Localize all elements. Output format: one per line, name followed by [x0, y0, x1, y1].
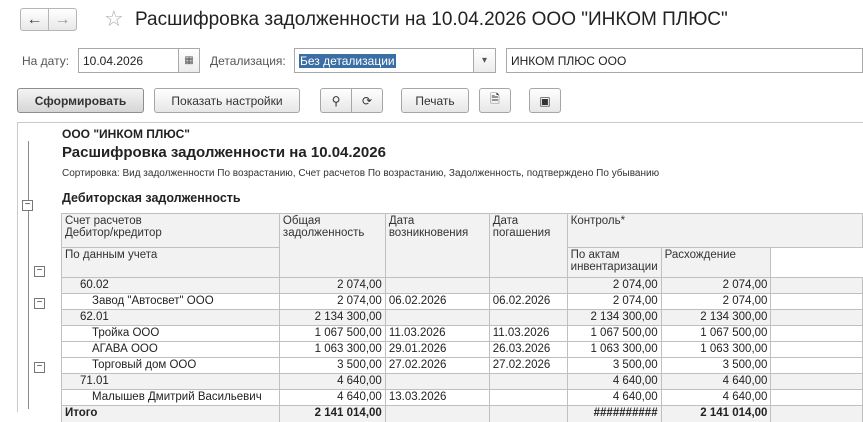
collapse-group-icon[interactable]: −	[34, 298, 45, 309]
total-row[interactable]	[62, 406, 863, 422]
save-button[interactable]	[529, 88, 561, 113]
cell-total-acts: 2 141 014,00	[661, 406, 771, 422]
cell-by-acts[interactable]: 2 134 300,00	[661, 310, 771, 326]
date-input[interactable]: 10.04.2026	[78, 48, 179, 73]
header-by-acts: По актам инвентаризации	[567, 248, 661, 278]
cell-by-accounting[interactable]: 1 067 500,00	[567, 326, 661, 342]
cell-total-debt[interactable]: 1 067 500,00	[279, 326, 385, 342]
cell-by-accounting[interactable]: 2 074,00	[567, 278, 661, 294]
header-row	[62, 214, 863, 248]
cell-name[interactable]: АГАВА ООО	[62, 342, 280, 358]
cell-total-debt[interactable]: 1 063 300,00	[279, 342, 385, 358]
cell-date-arise[interactable]: 27.02.2026	[385, 358, 489, 374]
cell-total-debt: 2 141 014,00	[279, 406, 385, 422]
calendar-button[interactable]	[178, 48, 200, 73]
cell-discrepancy[interactable]	[771, 278, 863, 294]
cell-total-debt[interactable]: 2 074,00	[279, 294, 385, 310]
cell-by-accounting[interactable]: 1 063 300,00	[567, 342, 661, 358]
debt-table	[61, 213, 863, 422]
table-row[interactable]	[62, 358, 863, 374]
back-button[interactable]	[20, 8, 49, 31]
cell-name[interactable]: 62.01	[62, 310, 280, 326]
report-area	[17, 122, 863, 419]
cell-discrepancy[interactable]	[771, 310, 863, 326]
cell-discrepancy[interactable]	[771, 326, 863, 342]
detail-select-value: Без детализации	[300, 54, 395, 68]
generate-button[interactable]: Сформировать	[17, 88, 144, 113]
save-icon: ▣	[539, 93, 551, 108]
cell-name[interactable]: Малышев Дмитрий Васильевич	[62, 390, 280, 406]
calendar-icon: ▦	[184, 55, 194, 66]
header-total-debt: Общая задолженность	[279, 214, 385, 278]
tree-line	[28, 141, 29, 409]
cell-total-debt[interactable]: 2 074,00	[279, 278, 385, 294]
header-by-accounting: По данным учета	[62, 248, 280, 278]
cell-discrepancy[interactable]	[771, 294, 863, 310]
report-organization: ООО "ИНКОМ ПЛЮС"	[62, 127, 190, 141]
cell-by-acts[interactable]: 4 640,00	[661, 374, 771, 390]
cell-date-pay[interactable]	[489, 278, 567, 294]
cell-date-pay[interactable]: 27.02.2026	[489, 358, 567, 374]
report-sorting: Сортировка: Вид задолженности По возрастанию, Счет расчетов По возрастанию, Задолженность, подтверждено По убыванию	[62, 168, 660, 179]
date-label: На дату:	[22, 54, 70, 68]
empty-cell	[385, 406, 489, 422]
table-row[interactable]	[62, 390, 863, 406]
forward-button[interactable]	[48, 8, 77, 31]
title-bar	[0, 0, 863, 40]
header-debtor: Дебитор/кредитор	[65, 227, 162, 239]
detail-dropdown-button[interactable]	[473, 48, 496, 73]
chevron-down-icon: ▾	[481, 55, 488, 66]
group-row[interactable]	[62, 374, 863, 390]
detail-label: Детализация:	[210, 54, 286, 68]
cell-name[interactable]: Тройка ООО	[62, 326, 280, 342]
detail-select[interactable]	[294, 48, 474, 73]
cell-total-debt[interactable]: 2 134 300,00	[279, 310, 385, 326]
search-next-icon: ⟳	[361, 93, 373, 108]
cell-by-acts[interactable]: 1 063 300,00	[661, 342, 771, 358]
cell-date-arise[interactable]: 29.01.2026	[385, 342, 489, 358]
print-preview-icon: 🗎	[490, 92, 500, 106]
cell-discrepancy[interactable]	[771, 342, 863, 358]
cell-discrepancy[interactable]	[771, 390, 863, 406]
table-body	[62, 278, 863, 422]
cell-total-discrepancy	[771, 406, 863, 422]
cell-by-accounting[interactable]: 3 500,00	[567, 358, 661, 374]
cell-date-arise[interactable]	[385, 310, 489, 326]
cell-total-name: Итого	[62, 406, 280, 422]
header-date-arise: Дата возникновения	[385, 214, 489, 278]
header-date-pay: Дата погашения	[489, 214, 567, 278]
cell-total-debt[interactable]: 4 640,00	[279, 374, 385, 390]
cell-total-debt[interactable]: 3 500,00	[279, 358, 385, 374]
cell-date-pay[interactable]	[489, 374, 567, 390]
table-row[interactable]	[62, 294, 863, 310]
print-button[interactable]: Печать	[401, 88, 469, 113]
find-next-button[interactable]	[351, 88, 383, 113]
arrow-right-icon: →	[54, 10, 71, 28]
collapse-section-icon[interactable]: −	[22, 200, 33, 211]
cell-by-accounting[interactable]: 4 640,00	[567, 390, 661, 406]
cell-date-arise[interactable]: 06.02.2026	[385, 294, 489, 310]
header-account-debtor	[62, 214, 280, 248]
cell-total-accounting: ##########	[567, 406, 661, 422]
arrow-left-icon: ←	[26, 10, 43, 28]
cell-by-acts[interactable]: 3 500,00	[661, 358, 771, 374]
cell-date-arise[interactable]: 13.03.2026	[385, 390, 489, 406]
cell-by-accounting[interactable]: 4 640,00	[567, 374, 661, 390]
cell-name[interactable]: 71.01	[62, 374, 280, 390]
cell-date-pay[interactable]	[489, 310, 567, 326]
section-title: Дебиторская задолженность	[62, 191, 241, 205]
cell-discrepancy[interactable]	[771, 358, 863, 374]
header-control: Контроль*	[567, 214, 862, 248]
collapse-group-icon[interactable]: −	[34, 266, 45, 277]
header-discrepancy: Расхождение	[661, 248, 771, 278]
cell-by-accounting[interactable]: 2 074,00	[567, 294, 661, 310]
organization-input[interactable]: ИНКОМ ПЛЮС ООО	[506, 48, 863, 73]
header-account: Счет расчетов	[65, 215, 142, 227]
print-preview-button[interactable]	[479, 88, 511, 113]
cell-date-pay[interactable]	[489, 390, 567, 406]
report-title: Расшифровка задолженности на 10.04.2026	[62, 144, 386, 161]
cell-date-arise[interactable]: 11.03.2026	[385, 326, 489, 342]
cell-by-acts[interactable]: 4 640,00	[661, 390, 771, 406]
show-settings-button[interactable]: Показать настройки	[154, 88, 300, 113]
cell-by-accounting[interactable]: 2 134 300,00	[567, 310, 661, 326]
cell-by-acts[interactable]: 1 067 500,00	[661, 326, 771, 342]
cell-by-acts[interactable]: 2 074,00	[661, 294, 771, 310]
cell-by-acts[interactable]: 2 074,00	[661, 278, 771, 294]
cell-name[interactable]: 60.02	[62, 278, 280, 294]
find-button[interactable]	[320, 88, 352, 113]
cell-name[interactable]: Торговый дом ООО	[62, 358, 280, 374]
cell-date-arise[interactable]	[385, 278, 489, 294]
group-row[interactable]	[62, 310, 863, 326]
empty-cell	[489, 406, 567, 422]
table-row[interactable]	[62, 326, 863, 342]
window-title: Расшифровка задолженности на 10.04.2026 ООО "ИНКОМ ПЛЮС"	[135, 9, 728, 30]
cell-date-arise[interactable]	[385, 374, 489, 390]
cell-date-pay[interactable]: 11.03.2026	[489, 326, 567, 342]
table-row[interactable]	[62, 342, 863, 358]
cell-date-pay[interactable]: 26.03.2026	[489, 342, 567, 358]
cell-name[interactable]: Завод "Автосвет" ООО	[62, 294, 280, 310]
search-icon: ⚲	[331, 93, 341, 108]
collapse-group-icon[interactable]: −	[34, 362, 45, 373]
cell-date-pay[interactable]: 06.02.2026	[489, 294, 567, 310]
cell-discrepancy[interactable]	[771, 374, 863, 390]
group-row[interactable]	[62, 278, 863, 294]
favorite-star-icon[interactable]: ☆	[104, 6, 124, 31]
cell-total-debt[interactable]: 4 640,00	[279, 390, 385, 406]
